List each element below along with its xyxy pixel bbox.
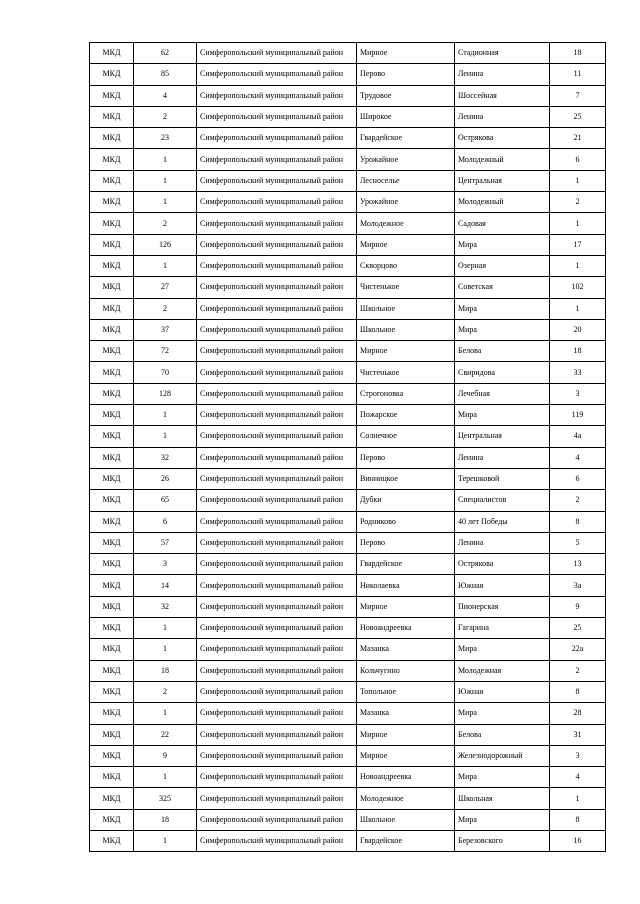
locality-cell: Мирное xyxy=(357,745,455,766)
building-type-cell: МКД xyxy=(90,809,134,830)
district-cell: Симферопольский муниципальный район xyxy=(197,341,357,362)
registry-number-cell: 2 xyxy=(134,213,197,234)
registry-number-cell: 65 xyxy=(134,490,197,511)
locality-cell: Перово xyxy=(357,447,455,468)
house-number-cell: 25 xyxy=(550,106,606,127)
building-type-cell: МКД xyxy=(90,170,134,191)
street-cell: Ленина xyxy=(455,106,550,127)
district-cell: Симферопольский муниципальный район xyxy=(197,724,357,745)
table-row xyxy=(90,213,606,234)
district-cell: Симферопольский муниципальный район xyxy=(197,319,357,340)
table-row xyxy=(90,788,606,809)
district-cell: Симферопольский муниципальный район xyxy=(197,490,357,511)
district-cell: Симферопольский муниципальный район xyxy=(197,447,357,468)
table-row xyxy=(90,767,606,788)
registry-number-cell: 1 xyxy=(134,170,197,191)
building-type-cell: МКД xyxy=(90,532,134,553)
house-number-cell: 18 xyxy=(550,341,606,362)
building-type-cell: МКД xyxy=(90,128,134,149)
locality-cell: Николаевка xyxy=(357,575,455,596)
table-row xyxy=(90,490,606,511)
registry-number-cell: 4 xyxy=(134,85,197,106)
district-cell: Симферопольский муниципальный район xyxy=(197,830,357,851)
street-cell: Терешковой xyxy=(455,468,550,489)
building-type-cell: МКД xyxy=(90,767,134,788)
house-number-cell: 1 xyxy=(550,298,606,319)
registry-number-cell: 70 xyxy=(134,362,197,383)
house-number-cell: 1 xyxy=(550,213,606,234)
house-number-cell: 11 xyxy=(550,64,606,85)
building-type-cell: МКД xyxy=(90,64,134,85)
table-row xyxy=(90,43,606,64)
street-cell: Мира xyxy=(455,703,550,724)
district-cell: Симферопольский муниципальный район xyxy=(197,618,357,639)
registry-number-cell: 2 xyxy=(134,298,197,319)
street-cell: Стадионная xyxy=(455,43,550,64)
house-number-cell: 9 xyxy=(550,596,606,617)
registry-number-cell: 2 xyxy=(134,681,197,702)
building-type-cell: МКД xyxy=(90,745,134,766)
registry-number-cell: 26 xyxy=(134,468,197,489)
registry-number-cell: 18 xyxy=(134,809,197,830)
house-number-cell: 6 xyxy=(550,149,606,170)
house-number-cell: 8 xyxy=(550,809,606,830)
building-type-cell: МКД xyxy=(90,447,134,468)
locality-cell: Гвардейское xyxy=(357,830,455,851)
street-cell: Березовского xyxy=(455,830,550,851)
table-row xyxy=(90,192,606,213)
building-type-cell: МКД xyxy=(90,575,134,596)
street-cell: Мира xyxy=(455,809,550,830)
street-cell: Озерная xyxy=(455,255,550,276)
street-cell: Южная xyxy=(455,575,550,596)
house-number-cell: 20 xyxy=(550,319,606,340)
table-row xyxy=(90,298,606,319)
street-cell: Садовая xyxy=(455,213,550,234)
street-cell: Школьная xyxy=(455,788,550,809)
registry-number-cell: 18 xyxy=(134,660,197,681)
house-number-cell: 28 xyxy=(550,703,606,724)
table-row xyxy=(90,170,606,191)
district-cell: Симферопольский муниципальный район xyxy=(197,277,357,298)
locality-cell: Мирное xyxy=(357,341,455,362)
building-type-cell: МКД xyxy=(90,234,134,255)
district-cell: Симферопольский муниципальный район xyxy=(197,213,357,234)
house-number-cell: 8 xyxy=(550,511,606,532)
registry-number-cell: 9 xyxy=(134,745,197,766)
registry-number-cell: 128 xyxy=(134,383,197,404)
registry-number-cell: 37 xyxy=(134,319,197,340)
registry-number-cell: 1 xyxy=(134,255,197,276)
house-number-cell: 2 xyxy=(550,192,606,213)
street-cell: Мира xyxy=(455,234,550,255)
street-cell: Ленина xyxy=(455,532,550,553)
registry-number-cell: 62 xyxy=(134,43,197,64)
building-type-cell: МКД xyxy=(90,341,134,362)
district-cell: Симферопольский муниципальный район xyxy=(197,149,357,170)
building-type-cell: МКД xyxy=(90,106,134,127)
district-cell: Симферопольский муниципальный район xyxy=(197,639,357,660)
street-cell: Молодежная xyxy=(455,660,550,681)
locality-cell: Мазанка xyxy=(357,703,455,724)
building-type-cell: МКД xyxy=(90,490,134,511)
registry-number-cell: 57 xyxy=(134,532,197,553)
street-cell: Белова xyxy=(455,341,550,362)
house-number-cell: 18 xyxy=(550,43,606,64)
table-row xyxy=(90,383,606,404)
table-row xyxy=(90,341,606,362)
registry-number-cell: 1 xyxy=(134,618,197,639)
table-row xyxy=(90,128,606,149)
locality-cell: Урожайное xyxy=(357,149,455,170)
table-row xyxy=(90,554,606,575)
house-number-cell: 33 xyxy=(550,362,606,383)
district-cell: Симферопольский муниципальный район xyxy=(197,468,357,489)
locality-cell: Пожарское xyxy=(357,405,455,426)
building-type-cell: МКД xyxy=(90,830,134,851)
house-number-cell: 3 xyxy=(550,383,606,404)
house-number-cell: 7 xyxy=(550,85,606,106)
locality-cell: Школьное xyxy=(357,298,455,319)
street-cell: Советская xyxy=(455,277,550,298)
street-cell: Южная xyxy=(455,681,550,702)
building-type-cell: МКД xyxy=(90,255,134,276)
house-number-cell: 4 xyxy=(550,767,606,788)
house-number-cell: 22а xyxy=(550,639,606,660)
district-cell: Симферопольский муниципальный район xyxy=(197,660,357,681)
house-number-cell: 2 xyxy=(550,490,606,511)
street-cell: Белова xyxy=(455,724,550,745)
table-row xyxy=(90,234,606,255)
locality-cell: Кольчугино xyxy=(357,660,455,681)
locality-cell: Солнечное xyxy=(357,426,455,447)
table-row xyxy=(90,596,606,617)
registry-number-cell: 6 xyxy=(134,511,197,532)
registry-number-cell: 1 xyxy=(134,192,197,213)
house-number-cell: 6 xyxy=(550,468,606,489)
registry-number-cell: 325 xyxy=(134,788,197,809)
registry-number-cell: 32 xyxy=(134,596,197,617)
locality-cell: Дубки xyxy=(357,490,455,511)
locality-cell: Новоандреевка xyxy=(357,767,455,788)
locality-cell: Широкое xyxy=(357,106,455,127)
house-number-cell: 4а xyxy=(550,426,606,447)
building-type-cell: МКД xyxy=(90,192,134,213)
house-number-cell: 3 xyxy=(550,745,606,766)
building-type-cell: МКД xyxy=(90,149,134,170)
street-cell: 40 лет Победы xyxy=(455,511,550,532)
building-type-cell: МКД xyxy=(90,639,134,660)
registry-number-cell: 1 xyxy=(134,639,197,660)
table-row xyxy=(90,703,606,724)
house-number-cell: 17 xyxy=(550,234,606,255)
building-type-cell: МКД xyxy=(90,319,134,340)
building-type-cell: МКД xyxy=(90,618,134,639)
house-number-cell: 1 xyxy=(550,170,606,191)
building-type-cell: МКД xyxy=(90,383,134,404)
table-row xyxy=(90,724,606,745)
building-type-cell: МКД xyxy=(90,511,134,532)
district-cell: Симферопольский муниципальный район xyxy=(197,255,357,276)
locality-cell: Чистенькое xyxy=(357,362,455,383)
house-number-cell: 4 xyxy=(550,447,606,468)
locality-cell: Лесноселье xyxy=(357,170,455,191)
house-number-cell: 102 xyxy=(550,277,606,298)
registry-number-cell: 85 xyxy=(134,64,197,85)
district-cell: Симферопольский муниципальный район xyxy=(197,745,357,766)
street-cell: Специалистов xyxy=(455,490,550,511)
table-row xyxy=(90,468,606,489)
street-cell: Пионерская xyxy=(455,596,550,617)
locality-cell: Урожайное xyxy=(357,192,455,213)
table-row xyxy=(90,85,606,106)
building-type-cell: МКД xyxy=(90,468,134,489)
registry-number-cell: 1 xyxy=(134,830,197,851)
table-row xyxy=(90,64,606,85)
locality-cell: Молодежное xyxy=(357,213,455,234)
district-cell: Симферопольский муниципальный район xyxy=(197,681,357,702)
table-row xyxy=(90,106,606,127)
street-cell: Мира xyxy=(455,405,550,426)
house-number-cell: 119 xyxy=(550,405,606,426)
table-row xyxy=(90,362,606,383)
registry-number-cell: 14 xyxy=(134,575,197,596)
house-number-cell: 25 xyxy=(550,618,606,639)
street-cell: Свиридова xyxy=(455,362,550,383)
district-cell: Симферопольский муниципальный район xyxy=(197,128,357,149)
house-number-cell: 31 xyxy=(550,724,606,745)
house-number-cell: 13 xyxy=(550,554,606,575)
building-type-cell: МКД xyxy=(90,681,134,702)
locality-cell: Строгоновка xyxy=(357,383,455,404)
street-cell: Мира xyxy=(455,319,550,340)
table-row xyxy=(90,639,606,660)
district-cell: Симферопольский муниципальный район xyxy=(197,43,357,64)
registry-number-cell: 3 xyxy=(134,554,197,575)
table-row xyxy=(90,660,606,681)
building-type-cell: МКД xyxy=(90,85,134,106)
district-cell: Симферопольский муниципальный район xyxy=(197,106,357,127)
table-row xyxy=(90,681,606,702)
table-row xyxy=(90,618,606,639)
street-cell: Мира xyxy=(455,298,550,319)
house-number-cell: 5 xyxy=(550,532,606,553)
locality-cell: Гвардейское xyxy=(357,128,455,149)
house-number-cell: 3а xyxy=(550,575,606,596)
locality-cell: Гвардейское xyxy=(357,554,455,575)
locality-cell: Школьное xyxy=(357,319,455,340)
street-cell: Молодежный xyxy=(455,192,550,213)
locality-cell: Мазанка xyxy=(357,639,455,660)
registry-number-cell: 22 xyxy=(134,724,197,745)
district-cell: Симферопольский муниципальный район xyxy=(197,809,357,830)
district-cell: Симферопольский муниципальный район xyxy=(197,788,357,809)
district-cell: Симферопольский муниципальный район xyxy=(197,511,357,532)
district-cell: Симферопольский муниципальный район xyxy=(197,192,357,213)
table-row xyxy=(90,405,606,426)
locality-cell: Новоандреевка xyxy=(357,618,455,639)
building-type-cell: МКД xyxy=(90,362,134,383)
locality-cell: Школьное xyxy=(357,809,455,830)
table-row xyxy=(90,426,606,447)
locality-cell: Молодежное xyxy=(357,788,455,809)
street-cell: Мира xyxy=(455,639,550,660)
table-row xyxy=(90,149,606,170)
locality-cell: Перово xyxy=(357,64,455,85)
street-cell: Шоссейная xyxy=(455,85,550,106)
locality-cell: Чистенькое xyxy=(357,277,455,298)
district-cell: Симферопольский муниципальный район xyxy=(197,234,357,255)
registry-number-cell: 126 xyxy=(134,234,197,255)
street-cell: Ленина xyxy=(455,64,550,85)
locality-cell: Мирное xyxy=(357,596,455,617)
district-cell: Симферопольский муниципальный район xyxy=(197,383,357,404)
district-cell: Симферопольский муниципальный район xyxy=(197,596,357,617)
street-cell: Ленина xyxy=(455,447,550,468)
building-type-cell: МКД xyxy=(90,43,134,64)
registry-number-cell: 1 xyxy=(134,149,197,170)
table-body xyxy=(90,43,606,852)
registry-number-cell: 1 xyxy=(134,767,197,788)
house-number-cell: 1 xyxy=(550,788,606,809)
district-cell: Симферопольский муниципальный район xyxy=(197,426,357,447)
building-type-cell: МКД xyxy=(90,213,134,234)
street-cell: Лечебная xyxy=(455,383,550,404)
house-number-cell: 21 xyxy=(550,128,606,149)
district-cell: Симферопольский муниципальный район xyxy=(197,405,357,426)
registry-number-cell: 23 xyxy=(134,128,197,149)
building-type-cell: МКД xyxy=(90,703,134,724)
district-cell: Симферопольский муниципальный район xyxy=(197,362,357,383)
district-cell: Симферопольский муниципальный район xyxy=(197,85,357,106)
building-type-cell: МКД xyxy=(90,277,134,298)
house-number-cell: 1 xyxy=(550,255,606,276)
district-cell: Симферопольский муниципальный район xyxy=(197,767,357,788)
street-cell: Центральная xyxy=(455,170,550,191)
building-type-cell: МКД xyxy=(90,298,134,319)
building-type-cell: МКД xyxy=(90,554,134,575)
street-cell: Острякова xyxy=(455,554,550,575)
building-type-cell: МКД xyxy=(90,426,134,447)
table-row xyxy=(90,532,606,553)
district-cell: Симферопольский муниципальный район xyxy=(197,532,357,553)
house-number-cell: 8 xyxy=(550,681,606,702)
street-cell: Острякова xyxy=(455,128,550,149)
locality-cell: Мирное xyxy=(357,724,455,745)
street-cell: Центральная xyxy=(455,426,550,447)
table-row xyxy=(90,745,606,766)
building-type-cell: МКД xyxy=(90,405,134,426)
registry-number-cell: 1 xyxy=(134,405,197,426)
building-type-cell: МКД xyxy=(90,660,134,681)
locality-cell: Винницкое xyxy=(357,468,455,489)
registry-number-cell: 1 xyxy=(134,426,197,447)
house-number-cell: 2 xyxy=(550,660,606,681)
district-cell: Симферопольский муниципальный район xyxy=(197,703,357,724)
street-cell: Гагарина xyxy=(455,618,550,639)
district-cell: Симферопольский муниципальный район xyxy=(197,554,357,575)
registry-number-cell: 1 xyxy=(134,703,197,724)
registry-number-cell: 32 xyxy=(134,447,197,468)
table-row xyxy=(90,830,606,851)
locality-cell: Топольное xyxy=(357,681,455,702)
housing-table xyxy=(89,42,606,852)
building-type-cell: МКД xyxy=(90,596,134,617)
district-cell: Симферопольский муниципальный район xyxy=(197,298,357,319)
registry-number-cell: 27 xyxy=(134,277,197,298)
table-row xyxy=(90,511,606,532)
district-cell: Симферопольский муниципальный район xyxy=(197,64,357,85)
street-cell: Молодежный xyxy=(455,149,550,170)
locality-cell: Перово xyxy=(357,532,455,553)
locality-cell: Мирное xyxy=(357,43,455,64)
table-row xyxy=(90,319,606,340)
district-cell: Симферопольский муниципальный район xyxy=(197,170,357,191)
table-row xyxy=(90,277,606,298)
building-type-cell: МКД xyxy=(90,788,134,809)
building-type-cell: МКД xyxy=(90,724,134,745)
street-cell: Мира xyxy=(455,767,550,788)
table-row xyxy=(90,575,606,596)
table-row xyxy=(90,447,606,468)
locality-cell: Родниково xyxy=(357,511,455,532)
table-row xyxy=(90,809,606,830)
street-cell: Железнодорожный xyxy=(455,745,550,766)
locality-cell: Трудовое xyxy=(357,85,455,106)
district-cell: Симферопольский муниципальный район xyxy=(197,575,357,596)
table-row xyxy=(90,255,606,276)
registry-number-cell: 72 xyxy=(134,341,197,362)
house-number-cell: 16 xyxy=(550,830,606,851)
locality-cell: Мирное xyxy=(357,234,455,255)
registry-number-cell: 2 xyxy=(134,106,197,127)
locality-cell: Скворцово xyxy=(357,255,455,276)
